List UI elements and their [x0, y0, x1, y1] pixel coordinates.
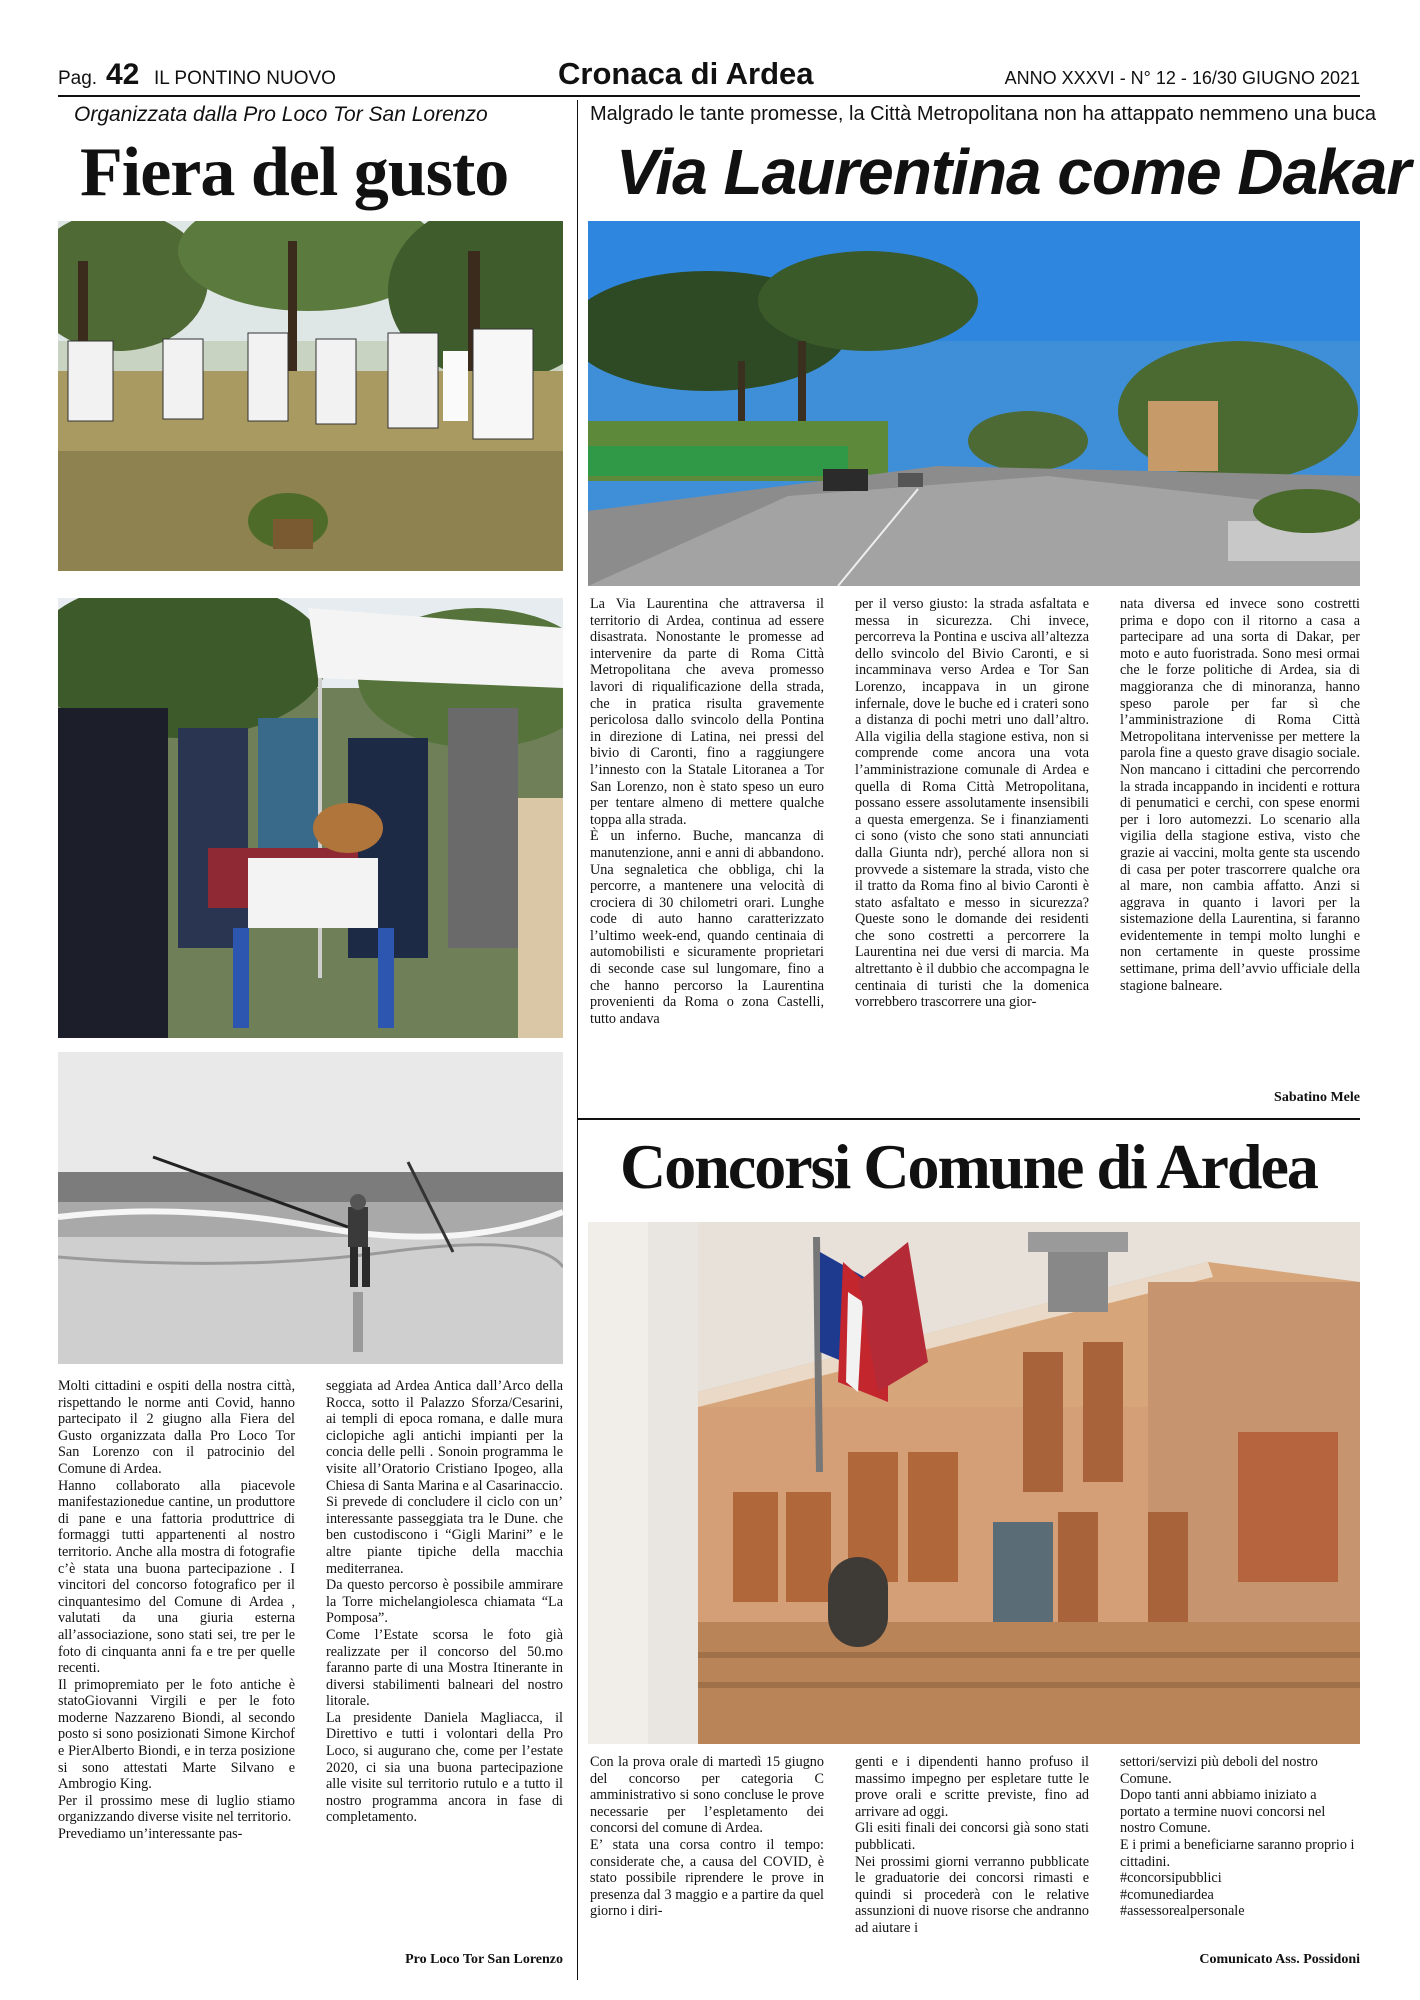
section-title: Cronaca di Ardea	[558, 56, 814, 91]
header-rule	[58, 95, 1360, 97]
laurentina-signature: Sabatino Mele	[1274, 1090, 1360, 1105]
fiera-photo-fisherman	[58, 1052, 563, 1364]
concorsi-photo-townhall	[588, 1222, 1360, 1744]
laurentina-kicker: Malgrado le tante promesse, la Città Metropolitana non ha attappato nemmeno una buca	[590, 103, 1377, 125]
fiera-photo-stands	[58, 598, 563, 1038]
fiera-kicker: Organizzata dalla Pro Loco Tor San Lorenzo	[74, 103, 488, 126]
issue-info: ANNO XXXVI - N° 12 - 16/30 GIUGNO 2021	[1004, 68, 1360, 88]
laurentina-body-col1: La Via Laurentina che attraversa il territorio di Ardea, continua ad essere disastrata. Nonostante le promesse ad intervenire da parte di Roma Città Metropolitana che aveva promesso lavori di riqualificazione della strada, che in pratica risulta gravemente pericolosa dallo svincolo della Pontina in direzione di Latina, nei pressi del bivio di Caronti, fino a raggiungere l’innesto con la Statale Litoranea a Tor San Lorenzo, non è stato speso un euro per tentare almeno di mettere qualche toppa alla strada. È un inferno. Buche, mancanza di manutenzione, anni e anni di abbandono. Una segnaletica che obbliga, chi la percorre, a mantenere una velocità di crociera di 30 chilometri orari. Lunghe code di auto hanno caratterizzato l’ultimo week-end, quando centinaia di automobilisti e sicuramente proprietari di seconde case sul lungomare, fino a che hanno percorso la Laurentina provenienti da Roma o zona Castelli, tutto andava	[590, 596, 824, 1027]
laurentina-photo-road	[588, 221, 1360, 586]
concorsi-body-col2: genti e i dipendenti hanno profuso il massimo impegno per espletare tutte le prove orali e scritte previste, fino ad arrivare ad oggi. Gli esiti finali dei concorsi già sono stati pubblicati. Nei prossimi giorni verranno pubblicate le graduatorie dei concorsi rimasti e quindi si procederà con le relative assunzioni di nuove risorse che andranno ad aiutare i	[855, 1754, 1089, 1936]
fiera-signature: Pro Loco Tor San Lorenzo	[405, 1952, 563, 1967]
concorsi-body-col3: settori/servizi più deboli del nostro Comune. Dopo tanti anni abbiamo iniziato a portato a termine nuovi concorsi nel nostro Comune. E i primi a beneficiarne saranno proprio i cittadini. #concorsipubblici #comunediardea #assessorealpersonale	[1120, 1754, 1355, 1920]
concorsi-body-col1: Con la prova orale di martedì 15 giugno del concorso per categoria C amministrativo si sono concluse le prove necessarie per l’espletamento dei concorsi del comune di Ardea. E’ stata una corsa contro il tempo: considerate che, a causa del COVID, è stato possibile riprendere le prove in presenza dal 3 maggio e a partire da quel giorno i diri-	[590, 1754, 824, 1920]
laurentina-headline: Via Laurentina come Dakar	[616, 136, 1411, 208]
fiera-body-col2: seggiata ad Ardea Antica dall’Arco della Rocca, sotto il Palazzo Sforza/Cesarini, ai templi di epoca romana, e dalle mura ciclopiche agli antichi impianti per la concia delle pelli . Sonoin programma le visite all’Oratorio Cristiano Ipogeo, alla Chiesa di Santa Marina e al Casarinaccio. Si prevede di concludere il ciclo con un’ interessante passeggiata tra le Dune. che ben custodiscono i “Gigli Marini” e le altre piante tipiche della macchia mediterranea. Da questo percorso è possibile ammirare la Torre michelangiolesca chiamata “La Pomposa”. Come l’Estate scorsa le foto già realizzate per il concorso del 50.mo faranno parte di una Mostra Itinerante in diversi stabilimenti balneari del nostro litorale. La presidente Daniela Magliacca, il Direttivo e tutti i volontari della Pro Loco, si augurano che, come per l’estate 2020, ci sia una buona partecipazione alle visite sul territorio rutulo e a tutto il nostro programma ancora in fase di completamento.	[326, 1378, 563, 1826]
concorsi-headline: Concorsi Comune di Ardea	[620, 1131, 1317, 1202]
laurentina-body-col3: nata diversa ed invece sono costretti prima e dopo con il ritorno a casa a partecipare ad una sorta di Dakar, per moto e auto fuoristrada. Sono mesi ormai che le forze politiche di Ardea, sia di maggioranza che di minoranza, hanno speso parole per far sì che l’amministrazione di Roma Città Metropolitana intervenisse per mettere la parola fine a questo grave disagio sociale. Non mancano i cittadini che percorrendo la strada incappando in incidenti e rottura di penumatici e cerchi, con spese enormi per i loro automezzi. Lo scenario alla vigilia della stagione estiva, visto che grazie ai vaccini, molta gente sta uscendo di casa per poter trascorrere qualche ora al mare, non cambia affatto. Anzi si aggrava in quanto i lavori per la sistemazione della Laurentina, si faranno evidentemente in tempi molto lunghi e non certamente in queste prossime settimane, prima dell’avvio ufficiale della stagione balneare.	[1120, 596, 1360, 994]
fiera-body-col1: Molti cittadini e ospiti della nostra città, rispettando le norme anti Covid, hanno partecipato il 2 giugno alla Fiera del Gusto organizzata dalla Pro Loco Tor San Lorenzo con il patrocinio del Comune di Ardea. Hanno collaborato alla piacevole manifestazionedue cantine, un produttore di pane e una fattoria produttrice di formaggi tutti appartenenti al nostro territorio. Anche alla mostra di fotografie c’è stata una buona partecipazione . I vincitori del concorso fotografico per il cinquantesimo del Comune di Ardea , valutati da una giuria esterna all’associazione, sono stati sei, tre per le foto di cinquanta anni fa e tre per quelle recenti. Il primopremiato per le foto antiche è statoGiovanni Virgili e per le foto moderne Nazzareno Biondi, al secondo posto si sono posizionati Simone Kirchof e PierAlberto Biondi, e in terza posizione si sono attestati Marte Silvano e Ambrogio King. Per il prossimo mese di luglio stiamo organizzando diverse visite nel territorio. Prevediamo un’interessante pas-	[58, 1378, 295, 1843]
paper-name: IL PONTINO NUOVO	[154, 68, 336, 89]
page-prefix: Pag.	[58, 68, 98, 89]
fiera-photo-exhibition	[58, 221, 563, 571]
page-header	[58, 56, 1360, 92]
column-divider	[577, 100, 578, 1980]
concorsi-signature: Comunicato Ass. Possidoni	[1199, 1952, 1360, 1967]
fiera-headline: Fiera del gusto	[80, 134, 509, 211]
page-number: 42	[106, 58, 140, 91]
section-divider	[577, 1118, 1360, 1120]
laurentina-body-col2: per il verso giusto: la strada asfaltata e messa in sicurezza. Chi invece, percorreva la Pontina e usciva all’altezza dello svincolo del Bivio Caronti, e si incamminava verso Ardea e Tor San Lorenzo, incappava in un girone infernale, dove le buche ed i crateri sono a distanza di pochi metri uno dall’altro. Alla vigilia della stagione estiva, non si comprende come ancora una vota l’amministrazione comunale di Ardea e quella di Roma Città Metropolitana, possano essere assolutamente insensibili a questa emergenza. Se i finanziamenti ci sono (visto che sono stati annunciati dalla Giunta ndr), perché allora non si provvede a sistemare la strada, visto che il tratto da Roma fino al bivio Caronti è stato asfaltato e messo in sicurezza? Queste sono le domande dei residenti che sono costretti a percorrere la Laurentina nei due versi di marcia. Ma altrettanto è il dubbio che accompagna le centinaia di turisti che la domenica vorrebbero trascorrere una gior-	[855, 596, 1089, 1011]
